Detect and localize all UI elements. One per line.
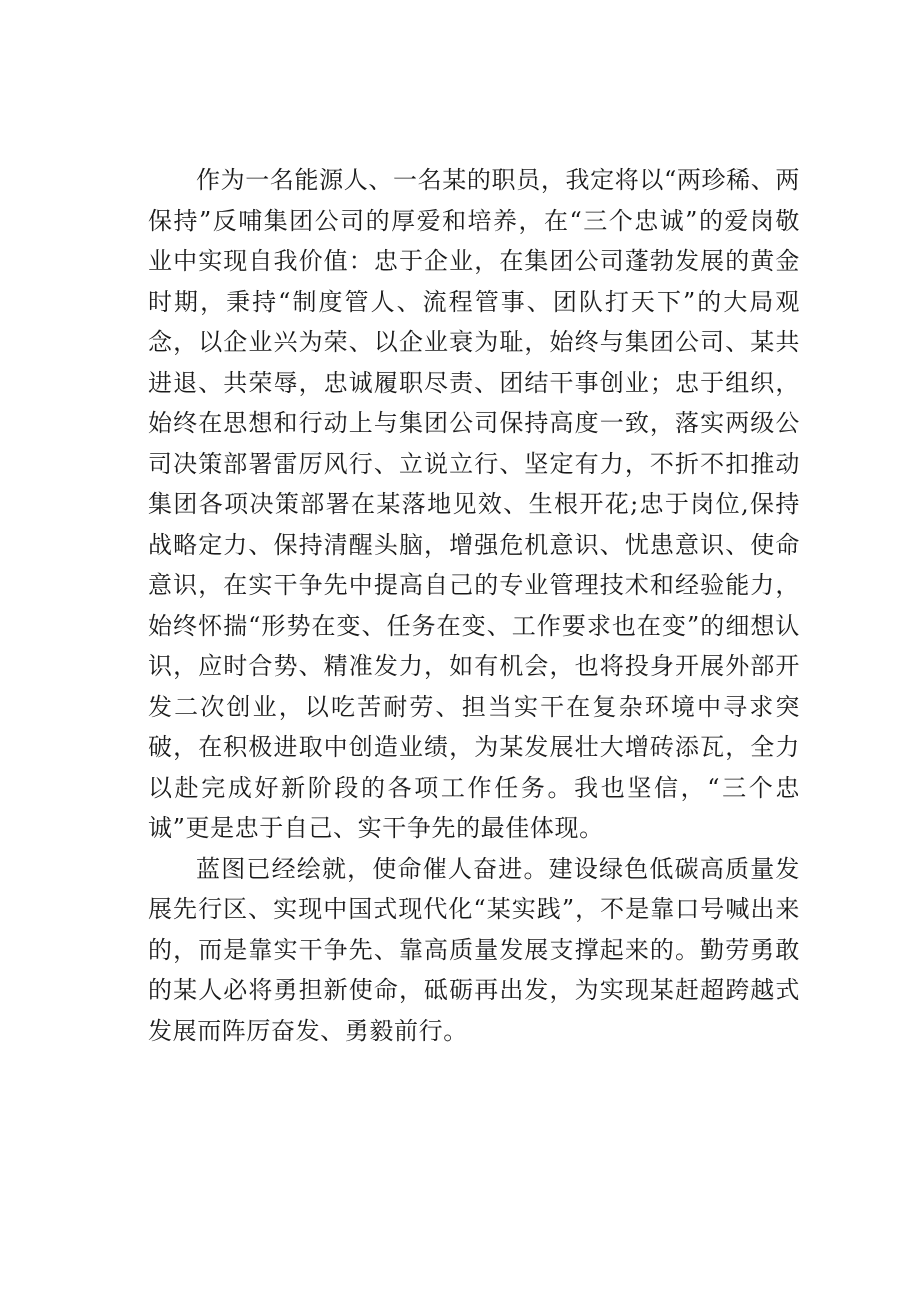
paragraph-2: 蓝图已经绘就，使命催人奋进。建设绿色低碳高质量发展先行区、实现中国式现代化“某实践”，不是靠口号喊出来的，而是靠实干争先、靠高质量发展支撑起来的。勤劳勇敢的某人必将勇担新使命，砥砺再出发，为实现某赶超跨越式发展而阵厉奋发、勇毅前行。	[148, 854, 800, 1045]
document-body	[148, 160, 800, 1051]
paragraph-1: 作为一名能源人、一名某的职员，我定将以“两珍稀、两保持”反哺集团公司的厚爱和培养，在“三个忠诚”的爱岗敬业中实现自我价值：忠于企业，在集团公司蓬勃发展的黄金时期，秉持“制度管人、流程管事、团队打天下”的大局观念，以企业兴为荣、以企业衰为耻，始终与集团公司、某共进退、共荣辱，忠诚履职尽责、团结干事创业；忠于组织，始终在思想和行动上与集团公司保持高度一致，落实两级公司决策部署雷厉风行、立说立行、坚定有力，不折不扣推动集团各项决策部署在某落地见效、生根开花;忠于岗位,保持战略定力、保持清醒头脑，增强危机意识、忧患意识、使命意识，在实干争先中提高自己的专业管理技术和经验能力，始终怀揣“形势在变、任务在变、工作要求也在变”的细想认识，应时合势、精准发力，如有机会，也将投身开展外部开发二次创业，以吃苦耐劳、担当实干在复杂环境中寻求突破，在积极进取中创造业绩，为某发展壮大增砖添瓦，全力以赴完成好新阶段的各项工作任务。我也坚信，“三个忠诚”更是忠于自己、实干争先的最佳体现。	[148, 166, 800, 842]
